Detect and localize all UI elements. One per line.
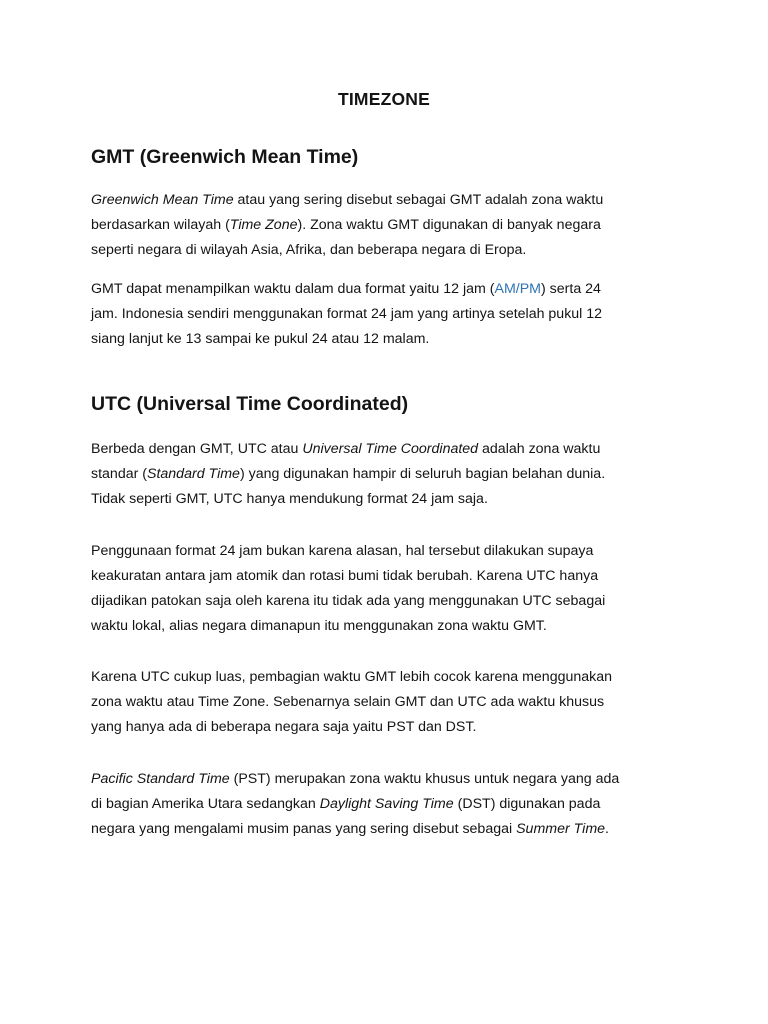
paragraph-line: [91, 792, 691, 817]
text-run: jam. Indonesia sendiri menggunakan format 24 jam yang artinya setelah pukul 12: [91, 306, 603, 322]
text-run: (PST) merupakan zona waktu khusus untuk negara yang ada: [229, 771, 620, 787]
section-heading-gmt: GMT (Greenwich Mean Time): [91, 146, 359, 168]
italic-term: Greenwich Mean Time: [91, 192, 234, 208]
italic-term: Standard Time: [147, 466, 240, 482]
text-run: standar (: [91, 466, 147, 482]
paragraph-line: [91, 817, 691, 842]
paragraph-pst-dst: [91, 767, 691, 842]
italic-term: Summer Time: [516, 821, 606, 837]
text-run: dijadikan patokan saja oleh karena itu tidak ada yang menggunakan UTC sebagai: [91, 593, 606, 609]
text-run: Tidak seperti GMT, UTC hanya mendukung format 24 jam saja.: [91, 491, 488, 507]
section-heading-utc: UTC (Universal Time Coordinated): [91, 393, 409, 415]
paragraph-utc-format: [91, 539, 691, 639]
text-run: yang hanya ada di beberapa negara saja yaitu PST dan DST.: [91, 719, 477, 735]
text-run: negara yang mengalami musim panas yang sering disebut sebagai: [91, 821, 517, 837]
text-run: waktu lokal, alias negara dimanapun itu menggunakan zona waktu GMT.: [91, 618, 547, 634]
text-run: GMT dapat menampilkan waktu dalam dua format yaitu 12 jam (: [91, 281, 495, 297]
paragraph-gmt-format: [91, 277, 691, 352]
text-run: adalah zona waktu: [478, 441, 601, 457]
paragraph-line: [91, 238, 691, 263]
text-run: seperti negara di wilayah Asia, Afrika, dan beberapa negara di Eropa.: [91, 242, 527, 258]
am-pm-link[interactable]: AM/PM: [494, 281, 541, 297]
paragraph-line: [91, 690, 691, 715]
text-run: di bagian Amerika Utara sedangkan: [91, 796, 320, 812]
paragraph-line: [91, 213, 691, 238]
paragraph-line: [91, 767, 691, 792]
paragraph-line: [91, 277, 691, 302]
text-run: zona waktu atau Time Zone. Sebenarnya selain GMT dan UTC ada waktu khusus: [91, 694, 605, 710]
paragraph-line: [91, 715, 691, 740]
paragraph-line: [91, 564, 691, 589]
text-run: Berbeda dengan GMT, UTC atau: [91, 441, 303, 457]
paragraph-line: [91, 437, 691, 462]
paragraph-line: [91, 327, 691, 352]
text-run: Penggunaan format 24 jam bukan karena alasan, hal tersebut dilakukan supaya: [91, 543, 594, 559]
italic-term: Time Zone: [229, 217, 298, 233]
text-run: berdasarkan wilayah (: [91, 217, 230, 233]
paragraph-special-zones: [91, 665, 691, 740]
text-run: keakuratan antara jam atomik dan rotasi bumi tidak berubah. Karena UTC hanya: [91, 568, 599, 584]
paragraph-utc-definition: [91, 437, 691, 512]
text-run: atau yang sering disebut sebagai GMT adalah zona waktu: [233, 192, 604, 208]
paragraph-line: [91, 462, 691, 487]
text-run: (DST) digunakan pada: [453, 796, 601, 812]
text-run: ) yang digunakan hampir di seluruh bagian belahan dunia.: [239, 466, 606, 482]
paragraph-line: [91, 487, 691, 512]
italic-term: Pacific Standard Time: [91, 771, 230, 787]
text-run: Karena UTC cukup luas, pembagian waktu GMT lebih cocok karena menggunakan: [91, 669, 613, 685]
paragraph-line: [91, 614, 691, 639]
paragraph-gmt-definition: [91, 188, 691, 263]
page-title: TIMEZONE: [337, 89, 430, 109]
italic-term: Daylight Saving Time: [319, 796, 454, 812]
paragraph-line: [91, 539, 691, 564]
text-run: siang lanjut ke 13 sampai ke pukul 24 atau 12 malam.: [91, 331, 430, 347]
italic-term: Universal Time Coordinated: [302, 441, 479, 457]
text-run: ) serta 24: [541, 281, 601, 297]
text-run: ). Zona waktu GMT digunakan di banyak negara: [297, 217, 601, 233]
paragraph-line: [91, 302, 691, 327]
paragraph-line: [91, 188, 691, 213]
paragraph-line: [91, 589, 691, 614]
text-run: .: [605, 821, 609, 837]
paragraph-line: [91, 665, 691, 690]
